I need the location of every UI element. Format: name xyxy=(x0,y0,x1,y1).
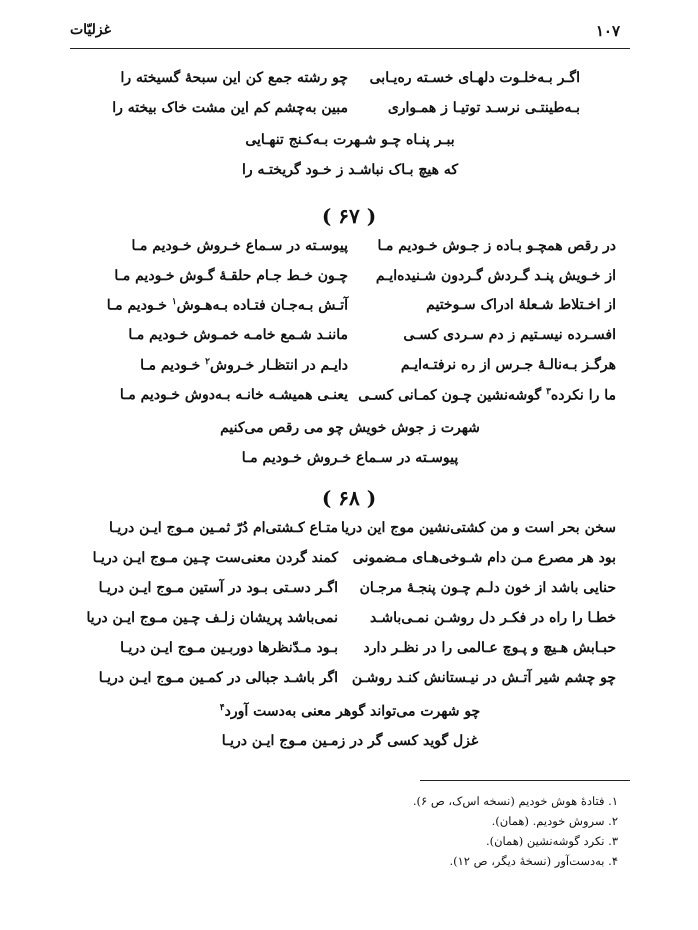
verse-left: نمی‌باشد پریشان زلـف چـین مـوج ایـن دریا xyxy=(86,610,338,626)
ghazal-heading-68: ( ۶۸ ) xyxy=(321,486,377,510)
footnote: ۲. سروش خودیم. (همان). xyxy=(491,814,618,828)
footnote-marker: ۴ xyxy=(219,703,225,713)
verse-left: چـون خـط جـام حلقـهٔ گـوش خـودیم مـا xyxy=(114,268,348,284)
verse-right: چو چشم شیر آتـش در نیـستانش کنـد روشـن xyxy=(351,670,616,686)
verse-right: سخن بحر است و من کشتی‌نشین موج این دریا xyxy=(340,520,616,536)
closing-verse: پیوسـته در سـماع خـروش خـودیم مـا xyxy=(241,450,459,466)
footnote: ۱. فتادهٔ هوش خودیم (نسخه اس‌ک، ص ۶). xyxy=(412,794,618,808)
verse-right: اگـر بـه‌خلـوت دلهـای خسـته ره‌یـابی xyxy=(369,70,580,86)
verse-right: بـه‌طینتـی نرسـد توتیـا ز همـواری xyxy=(387,100,580,116)
verse-left: دایـم در انتظـار خـروش$^۲$ خـودیم مـا xyxy=(140,357,348,374)
closing-verse: شهرت ز جوش خویش چو می رقص می‌کنیم xyxy=(220,420,480,436)
closing-verse: چو شهرت می‌تواند گوهر معنی به‌دست آورد$^۴$ xyxy=(219,703,481,720)
verse-left: آتـش بـه‌جـان فتـاده بـه‌هـوش$^۱$ خـودیم مـا xyxy=(106,297,348,314)
verse-right: خطـا را راه در فکـر دل روشـن نمـی‌باشـد xyxy=(369,610,616,626)
verse-left: یعنـی همیشـه خانـه بـه‌دوش خـودیم مـا xyxy=(119,387,348,403)
verse-left: چو رشته جمع کن این سبحهٔ گسیخته را xyxy=(120,70,348,86)
verse-right: ما را نکرده$^۳$ گوشه‌نشین چـون کمـانی کسـی xyxy=(358,387,616,404)
closing-verse: غزل گوید کسی گر در زمـین مـوج ایـن دریـا xyxy=(221,733,479,749)
verse-left: اگر باشـد جبالی در کمـین مـوج ایـن دریـا xyxy=(98,670,338,686)
closing-verse: ببـر پنـاه چـو شـهرت بـه‌کـنج تنهـایی xyxy=(245,132,455,148)
verse-left: اگـر دسـتی بـود در آستین مـوج ایـن دریـا xyxy=(98,580,338,596)
verse-right: حبـابش هـیچ و پـوچ عـالمی را در نظـر دارد xyxy=(363,640,616,656)
verse-right: از خـویش پنـد گـردش گـردون شـنیده‌ایـم xyxy=(375,268,616,284)
verse-left: بـود مـدّنظرها دوربـین مـوج ایـن دریـا xyxy=(120,640,338,656)
verse-right: از اخـتلاط شـعلهٔ ادراک سـوختیم xyxy=(426,297,616,313)
footnote-rule xyxy=(420,780,630,781)
header-rule xyxy=(70,48,630,49)
verse-left: مبین به‌چشم کم این مشت خاک بیخته را xyxy=(112,100,348,116)
footnote: ۳. نکرد گوشه‌نشین (همان). xyxy=(485,834,618,848)
footnote-marker: ۳ xyxy=(546,387,551,397)
verse-right: افسـرده نیسـتیم ز دم سـردی کسـی xyxy=(403,327,616,343)
page-number: ۱۰۷ xyxy=(595,22,620,40)
footnote: ۴. به‌دست‌آور (نسخهٔ دیگر، ص ۱۲). xyxy=(449,854,618,868)
verse-left: پیوسـته در سـماع خـروش خـودیم مـا xyxy=(131,238,348,254)
verse-right: هرگـز بـه‌نالـهٔ جـرس از ره نرفتـه‌ایـم xyxy=(400,357,616,373)
ghazal-heading-67: ( ۶۷ ) xyxy=(321,204,377,228)
verse-left: ماننـد شـمع خامـه خمـوش خـودیم مـا xyxy=(128,327,348,343)
verse-left: کمند گردن معنی‌ست چـین مـوج ایـن دریـا xyxy=(92,550,338,566)
verse-right: بود هر مصرع مـن دام شـوخی‌هـای مـضمونی xyxy=(352,550,616,566)
footnote-marker: ۱ xyxy=(171,297,177,307)
footnote-marker: ۲ xyxy=(205,357,210,367)
closing-verse: که هیچ بـاک نباشـد ز خـود گریختـه را xyxy=(241,162,459,178)
verse-right: در رقص همچـو بـاده ز جـوش خـودیم مـا xyxy=(377,238,616,254)
verse-left: متـاع کـشتی‌ام دُرّ ثمـین مـوج ایـن دریـا xyxy=(108,520,338,536)
running-title: غزلیّات xyxy=(70,22,111,38)
verse-right: حنایی باشد از خون دلـم چـون پنجـهٔ مرجـان xyxy=(359,580,616,596)
